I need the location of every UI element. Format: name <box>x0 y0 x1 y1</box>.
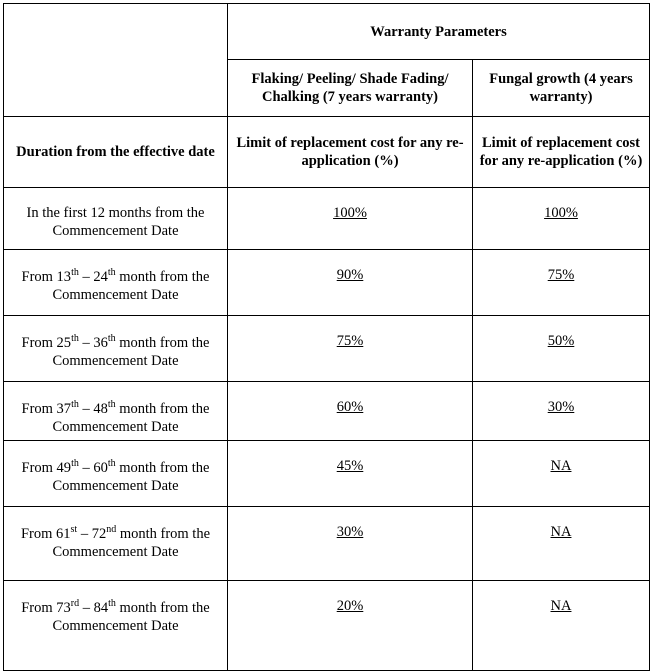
flaking-limit-cell <box>228 507 473 581</box>
fungal-limit-cell <box>473 441 650 507</box>
flaking-limit-value: 90% <box>336 267 364 283</box>
fungal-limit-value: 75% <box>547 267 575 283</box>
fungal-limit-cell <box>473 188 650 250</box>
duration-cell <box>4 507 228 581</box>
table-row <box>4 507 650 581</box>
flaking-limit-header: Limit of replacement cost for any re-application (%) <box>228 117 473 188</box>
duration-pre: From 13 <box>21 269 72 285</box>
fungal-limit-header: Limit of replacement cost for any re-application (%) <box>473 117 650 188</box>
duration-mid: – 48 <box>78 401 108 417</box>
fungal-limit-value: 100% <box>544 205 578 221</box>
duration-sup-2: th <box>107 267 116 279</box>
table-row <box>4 382 650 441</box>
fungal-limit-cell <box>473 250 650 316</box>
duration-sup-1: rd <box>70 598 80 610</box>
duration-cell <box>4 382 228 441</box>
flaking-limit-cell <box>228 581 473 671</box>
duration-sup-2: th <box>107 333 116 345</box>
table-row <box>4 316 650 382</box>
duration-post: month from the Commencement Date <box>52 269 210 303</box>
duration-post: month from the Commencement Date <box>52 401 210 435</box>
duration-sup-2: th <box>108 598 116 610</box>
duration-sup-1: th <box>71 333 79 345</box>
duration-sup-2: th <box>107 458 116 470</box>
flaking-limit-value: 100% <box>333 205 367 221</box>
duration-pre: From 25 <box>21 335 72 351</box>
fungal-limit-value: NA <box>550 458 572 474</box>
warranty-parameters-header: Warranty Parameters <box>228 4 650 60</box>
fungal-limit-value: 30% <box>547 399 575 415</box>
flaking-limit-cell <box>228 382 473 441</box>
duration-pre: In the first 12 months from the Commencement Date <box>26 205 205 239</box>
duration-header: Duration from the effective date <box>4 117 228 188</box>
fungal-limit-cell <box>473 382 650 441</box>
duration-pre: From 73 <box>21 600 71 616</box>
duration-mid: – 24 <box>78 269 108 285</box>
fungal-column-header: Fungal growth (4 years warranty) <box>473 60 650 117</box>
corner-cell <box>4 4 228 117</box>
fungal-limit-value: NA <box>550 598 572 614</box>
duration-sup-1: th <box>71 458 79 470</box>
duration-pre: From 49 <box>21 460 72 476</box>
fungal-limit-cell <box>473 581 650 671</box>
duration-sup-1: th <box>71 399 79 411</box>
duration-pre: From 37 <box>21 401 72 417</box>
duration-cell <box>4 581 228 671</box>
flaking-limit-value: 75% <box>336 333 364 349</box>
flaking-limit-value: 30% <box>336 524 364 540</box>
duration-post: month from the Commencement Date <box>52 335 210 369</box>
fungal-limit-cell <box>473 507 650 581</box>
duration-sup-1: th <box>71 267 79 279</box>
duration-mid: – 36 <box>78 335 108 351</box>
fungal-limit-cell <box>473 316 650 382</box>
duration-sup-1: st <box>70 524 78 536</box>
duration-post: month from the Commencement Date <box>52 600 210 634</box>
flaking-limit-value: 20% <box>336 598 364 614</box>
table-row <box>4 581 650 671</box>
duration-post: month from the Commencement Date <box>52 526 211 560</box>
duration-post: month from the Commencement Date <box>52 460 210 494</box>
fungal-limit-value: 50% <box>547 333 575 349</box>
duration-pre: From 61 <box>20 526 71 542</box>
duration-sup-2: nd <box>106 524 117 536</box>
duration-mid: – 84 <box>79 600 109 616</box>
duration-mid: – 60 <box>78 460 108 476</box>
table-row <box>4 250 650 316</box>
table-row <box>4 188 650 250</box>
table-row <box>4 441 650 507</box>
flaking-limit-cell <box>228 441 473 507</box>
flaking-limit-cell <box>228 316 473 382</box>
flaking-limit-cell <box>228 250 473 316</box>
duration-cell <box>4 188 228 250</box>
duration-cell <box>4 316 228 382</box>
fungal-limit-value: NA <box>550 524 572 540</box>
flaking-limit-value: 60% <box>336 399 364 415</box>
flaking-limit-value: 45% <box>336 458 364 474</box>
duration-mid: – 72 <box>77 526 107 542</box>
flaking-column-header: Flaking/ Peeling/ Shade Fading/ Chalking (7 years warranty) <box>228 60 473 117</box>
warranty-table <box>3 3 650 671</box>
duration-cell <box>4 441 228 507</box>
duration-sup-2: th <box>107 399 116 411</box>
flaking-limit-cell <box>228 188 473 250</box>
duration-cell <box>4 250 228 316</box>
